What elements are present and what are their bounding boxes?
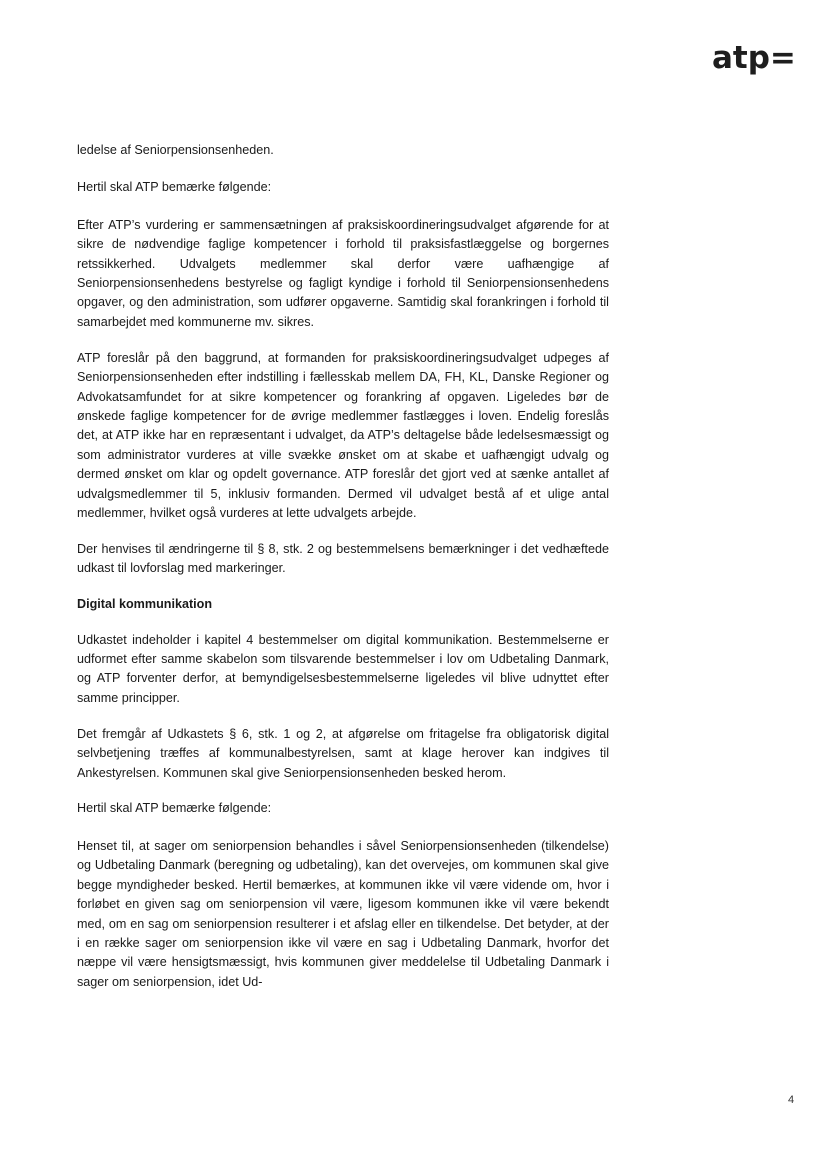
paragraph: ledelse af Seniorpensionsenheden. xyxy=(77,143,274,157)
paragraph: Efter ATP’s vurdering er sammensætningen af praksiskoordineringsudvalget afgørende for at sikre de nødvendige faglige kompetencer i forhold til praksisfastlæggelse og borgernes retssikkerhed. Udvalgets medlemmer skal derfor være uafhængige af Seniorpensionsenhedens bestyrelse og fagligt kyndige i forhold til Seniorpensionsenhedens opgaver, og den administration, som udfører opgaverne. Samtidig skal forankringen i forhold til samarbejdet med kommunerne mv. sikres. xyxy=(77,217,609,329)
document-body xyxy=(77,141,609,1009)
page-number: 4 xyxy=(788,1094,795,1106)
paragraph: Henset til, at sager om seniorpension behandles i såvel Seniorpensionsenheden (tilkendelse) og Udbetaling Danmark (beregning og udbetaling), kan det overvejes, om kommunen skal give begge myndigheder besked. Hertil bemærkes, at kommunen ikke vil være vidende om, hvor i forløbet en given sag om seniorpension vil være, ligesom kommunen ikke vil være bekendt med, om en sag om seniorpension resulterer i et afslag eller en tilkendelse. Det betyder, at der i en række sager om seniorpension ikke vil være en sag i Udbetaling Danmark, hvorfor det næppe vil være hensigtsmæssigt, hvis kommunen giver meddelelse til Udbetaling Danmark i sager om seniorpension, idet Ud- xyxy=(77,838,609,989)
section-heading: Digital kommunikation xyxy=(77,597,213,612)
paragraph: Hertil skal ATP bemærke følgende: xyxy=(77,801,272,816)
paragraph: ATP foreslår på den baggrund, at formanden for praksiskoordineringsudvalget udpeges af Seniorpensionsenheden efter indstilling i fællesskab mellem DA, FH, KL, Danske Regioner og Advokatsamfundet for at sikre kompetencer og forankring af opgaven. Ligeledes bør de ønskede faglige kompetencer for de øvrige medlemmer fastlægges i loven. Endelig foreslås det, at ATP ikke har en repræsentant i udvalget, da ATP’s deltagelse både ledelsesmæssigt og som administrator vurderes at ville svække ønsket om at skabe et uafhængigt udvalg og dermed ønsket om klar og opdelt governance. ATP foreslår det gjort ved at sænke antallet af udvalgsmedlemmer til 5, inklusiv formanden. Dermed vil udvalget bestå af et ulige antal medlemmer, hvilket også vurderes at lette udvalgets arbejde. xyxy=(77,350,609,520)
paragraph: Udkastet indeholder i kapitel 4 bestemmelser om digital kommunikation. Bestemmelserne er udformet efter samme skabelon som tilsvarende bestemmelser i lov om Udbetaling Danmark, og ATP forventer derfor, at bemyndigelsesbestemmelserne ligeledes vil blive udnyttet efter samme principper. xyxy=(77,632,609,705)
paragraph: Det fremgår af Udkastets § 6, stk. 1 og 2, at afgørelse om fritagelse fra obligatorisk digital selvbetjening træffes af kommunalbestyrelsen, samt at klage herover kan indgives til Ankestyrelsen. Kommunen skal give Seniorpensionsenheden besked herom. xyxy=(77,726,609,780)
paragraph: Hertil skal ATP bemærke følgende: xyxy=(77,180,272,195)
paragraph: Der henvises til ændringerne til § 8, stk. 2 og bestemmelsens bemærkninger i det vedhæftede udkast til lovforslag med markeringer. xyxy=(77,541,609,576)
atp-logo: atp= xyxy=(712,40,796,76)
